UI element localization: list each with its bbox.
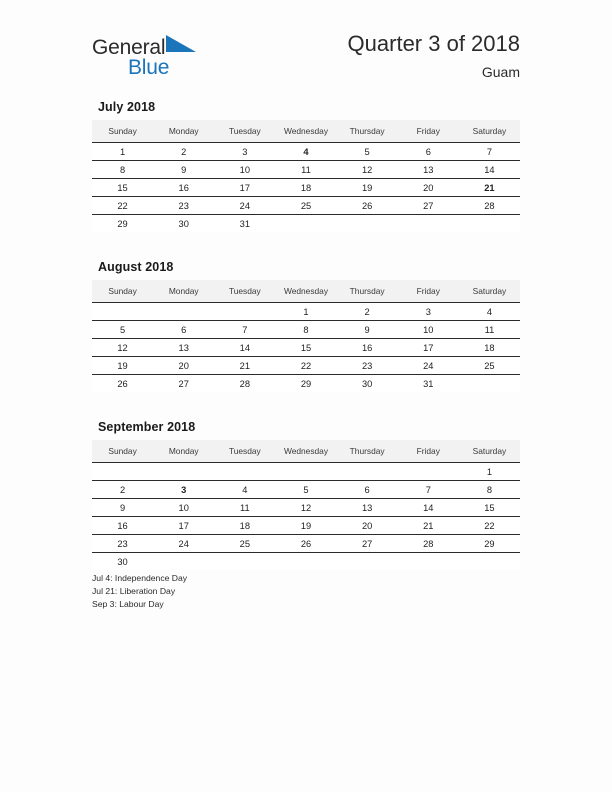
day-cell[interactable]: 28	[214, 375, 275, 393]
day-cell[interactable]: 21	[398, 517, 459, 535]
day-cell[interactable]: 25	[275, 197, 336, 215]
day-cell-empty	[275, 553, 336, 571]
day-cell[interactable]: 20	[337, 517, 398, 535]
day-cell[interactable]: 2	[153, 143, 214, 161]
day-cell[interactable]: 26	[337, 197, 398, 215]
day-cell[interactable]: 1	[459, 463, 520, 481]
title-block	[348, 30, 520, 82]
day-cell[interactable]: 14	[214, 339, 275, 357]
day-cell[interactable]: 2	[337, 303, 398, 321]
day-cell[interactable]: 26	[275, 535, 336, 553]
weekday-header-saturday: Saturday	[459, 280, 520, 303]
day-cell-empty	[459, 215, 520, 233]
day-cell-empty	[398, 215, 459, 233]
day-cell-empty	[153, 463, 214, 481]
day-cell[interactable]: 22	[275, 357, 336, 375]
day-cell-empty	[337, 463, 398, 481]
day-cell[interactable]: 24	[214, 197, 275, 215]
week-row	[92, 339, 520, 357]
day-cell[interactable]: 16	[92, 517, 153, 535]
week-row	[92, 535, 520, 553]
weekday-header-thursday: Thursday	[337, 280, 398, 303]
day-cell[interactable]: 4	[459, 303, 520, 321]
day-cell[interactable]: 28	[459, 197, 520, 215]
day-cell[interactable]: 27	[153, 375, 214, 393]
day-cell-empty	[337, 553, 398, 571]
page-header	[0, 30, 612, 92]
day-cell[interactable]: 12	[92, 339, 153, 357]
day-cell[interactable]: 15	[275, 339, 336, 357]
weekday-header-monday: Monday	[153, 280, 214, 303]
day-cell[interactable]: 31	[214, 215, 275, 233]
day-cell[interactable]: 7	[459, 143, 520, 161]
month-title: August 2018	[98, 260, 174, 274]
day-cell[interactable]: 10	[214, 161, 275, 179]
day-cell-empty	[214, 553, 275, 571]
month-block	[92, 260, 520, 392]
weekday-header-row	[92, 440, 520, 463]
brand-name-blue: Blue	[128, 56, 170, 79]
day-cell[interactable]: 18	[459, 339, 520, 357]
day-cell[interactable]: 24	[398, 357, 459, 375]
day-cell[interactable]: 15	[92, 179, 153, 197]
day-cell[interactable]: 19	[337, 179, 398, 197]
weekday-header-friday: Friday	[398, 440, 459, 463]
day-cell[interactable]: 17	[153, 517, 214, 535]
weekday-header-row	[92, 120, 520, 143]
day-cell-holiday[interactable]: 21	[459, 179, 520, 197]
month-calendar-table	[92, 280, 520, 392]
day-cell-empty	[214, 303, 275, 321]
day-cell-empty	[153, 553, 214, 571]
day-cell-empty	[92, 463, 153, 481]
week-row	[92, 357, 520, 375]
day-cell[interactable]: 18	[275, 179, 336, 197]
day-cell[interactable]: 11	[214, 499, 275, 517]
month-block	[92, 100, 520, 232]
week-row	[92, 375, 520, 393]
month-calendar-table	[92, 120, 520, 232]
weekday-header-row	[92, 280, 520, 303]
weekday-header-wednesday: Wednesday	[275, 440, 336, 463]
day-cell[interactable]: 13	[153, 339, 214, 357]
day-cell[interactable]: 23	[92, 535, 153, 553]
brand-name-general: General	[92, 36, 166, 59]
page-subtitle-location: Guam	[481, 63, 520, 80]
weekday-header-sunday: Sunday	[92, 120, 153, 143]
day-cell[interactable]: 14	[398, 499, 459, 517]
day-cell[interactable]: 22	[459, 517, 520, 535]
day-cell[interactable]: 25	[459, 357, 520, 375]
day-cell[interactable]: 8	[459, 481, 520, 499]
day-cell[interactable]: 7	[398, 481, 459, 499]
day-cell[interactable]: 17	[214, 179, 275, 197]
day-cell[interactable]: 11	[459, 321, 520, 339]
weekday-header-monday: Monday	[153, 120, 214, 143]
day-cell[interactable]: 10	[398, 321, 459, 339]
week-row	[92, 143, 520, 161]
day-cell[interactable]: 10	[153, 499, 214, 517]
weekday-header-tuesday: Tuesday	[214, 280, 275, 303]
weekday-header-friday: Friday	[398, 120, 459, 143]
day-cell[interactable]: 3	[398, 303, 459, 321]
week-row	[92, 517, 520, 535]
weekday-header-saturday: Saturday	[459, 440, 520, 463]
page-title: Quarter 3 of 2018	[347, 31, 520, 56]
day-cell[interactable]: 23	[337, 357, 398, 375]
day-cell[interactable]: 26	[92, 375, 153, 393]
week-row	[92, 197, 520, 215]
week-row	[92, 179, 520, 197]
week-row	[92, 553, 520, 571]
day-cell[interactable]: 19	[92, 357, 153, 375]
day-cell[interactable]: 22	[92, 197, 153, 215]
day-cell[interactable]: 31	[398, 375, 459, 393]
day-cell[interactable]: 1	[92, 143, 153, 161]
holiday-legend-item: Jul 4: Independence Day	[92, 573, 188, 583]
day-cell[interactable]: 29	[459, 535, 520, 553]
day-cell-holiday[interactable]: 4	[275, 143, 336, 161]
day-cell-empty	[153, 303, 214, 321]
day-cell[interactable]: 19	[275, 517, 336, 535]
day-cell[interactable]: 28	[398, 535, 459, 553]
week-row	[92, 303, 520, 321]
day-cell[interactable]: 9	[153, 161, 214, 179]
day-cell[interactable]: 30	[153, 215, 214, 233]
day-cell-empty	[459, 553, 520, 571]
day-cell[interactable]: 5	[92, 321, 153, 339]
day-cell[interactable]: 1	[275, 303, 336, 321]
day-cell[interactable]: 18	[214, 517, 275, 535]
weekday-header-thursday: Thursday	[337, 440, 398, 463]
day-cell[interactable]: 29	[92, 215, 153, 233]
weekday-header-tuesday: Tuesday	[214, 120, 275, 143]
day-cell[interactable]: 20	[153, 357, 214, 375]
day-cell-empty	[398, 553, 459, 571]
day-cell-empty	[92, 303, 153, 321]
weekday-header-tuesday: Tuesday	[214, 440, 275, 463]
day-cell[interactable]: 15	[459, 499, 520, 517]
day-cell[interactable]: 27	[337, 535, 398, 553]
day-cell[interactable]: 29	[275, 375, 336, 393]
day-cell[interactable]: 9	[92, 499, 153, 517]
day-cell[interactable]: 5	[275, 481, 336, 499]
day-cell[interactable]: 20	[398, 179, 459, 197]
brand-logo-row-general	[92, 35, 196, 58]
day-cell[interactable]: 7	[214, 321, 275, 339]
day-cell[interactable]: 14	[459, 161, 520, 179]
day-cell[interactable]: 9	[337, 321, 398, 339]
day-cell[interactable]: 30	[92, 553, 153, 571]
day-cell[interactable]: 6	[337, 481, 398, 499]
day-cell[interactable]: 27	[398, 197, 459, 215]
day-cell[interactable]: 2	[92, 481, 153, 499]
weekday-header-sunday: Sunday	[92, 280, 153, 303]
weekday-header-friday: Friday	[398, 280, 459, 303]
day-cell[interactable]: 6	[153, 321, 214, 339]
months-container	[92, 100, 520, 598]
week-row	[92, 321, 520, 339]
day-cell[interactable]: 17	[398, 339, 459, 357]
month-block	[92, 420, 520, 570]
holiday-legend	[92, 572, 187, 612]
day-cell-empty	[459, 375, 520, 393]
day-cell[interactable]: 30	[337, 375, 398, 393]
day-cell[interactable]: 24	[153, 535, 214, 553]
day-cell[interactable]: 21	[214, 357, 275, 375]
day-cell-empty	[214, 463, 275, 481]
day-cell[interactable]: 12	[275, 499, 336, 517]
day-cell[interactable]: 11	[275, 161, 336, 179]
day-cell-empty	[398, 463, 459, 481]
weekday-header-saturday: Saturday	[459, 120, 520, 143]
day-cell-empty	[275, 463, 336, 481]
day-cell-empty	[337, 215, 398, 233]
holiday-legend-item: Jul 21: Liberation Day	[92, 586, 176, 597]
day-cell[interactable]: 16	[337, 339, 398, 357]
day-cell[interactable]: 8	[275, 321, 336, 339]
day-cell[interactable]: 16	[153, 179, 214, 197]
week-row	[92, 161, 520, 179]
holiday-legend-item: Sep 3: Labour Day	[92, 599, 164, 610]
week-row	[92, 463, 520, 481]
week-row	[92, 481, 520, 499]
weekday-header-wednesday: Wednesday	[275, 280, 336, 303]
month-title: September 2018	[98, 420, 196, 434]
day-cell-holiday[interactable]: 3	[153, 481, 214, 499]
weekday-header-wednesday: Wednesday	[275, 120, 336, 143]
week-row	[92, 499, 520, 517]
day-cell[interactable]: 12	[337, 161, 398, 179]
day-cell-empty	[275, 215, 336, 233]
weekday-header-sunday: Sunday	[92, 440, 153, 463]
weekday-header-thursday: Thursday	[337, 120, 398, 143]
day-cell[interactable]: 13	[398, 161, 459, 179]
weekday-header-monday: Monday	[153, 440, 214, 463]
month-calendar-table	[92, 440, 520, 570]
brand-logo[interactable]	[92, 35, 196, 78]
day-cell[interactable]: 6	[398, 143, 459, 161]
day-cell[interactable]: 4	[214, 481, 275, 499]
day-cell[interactable]: 23	[153, 197, 214, 215]
month-title: July 2018	[98, 100, 156, 114]
day-cell[interactable]: 13	[337, 499, 398, 517]
day-cell[interactable]: 8	[92, 161, 153, 179]
week-row	[92, 215, 520, 233]
blue-triangle-logo-mark-icon	[166, 35, 196, 56]
day-cell[interactable]: 25	[214, 535, 275, 553]
day-cell[interactable]: 5	[337, 143, 398, 161]
day-cell[interactable]: 3	[214, 143, 275, 161]
